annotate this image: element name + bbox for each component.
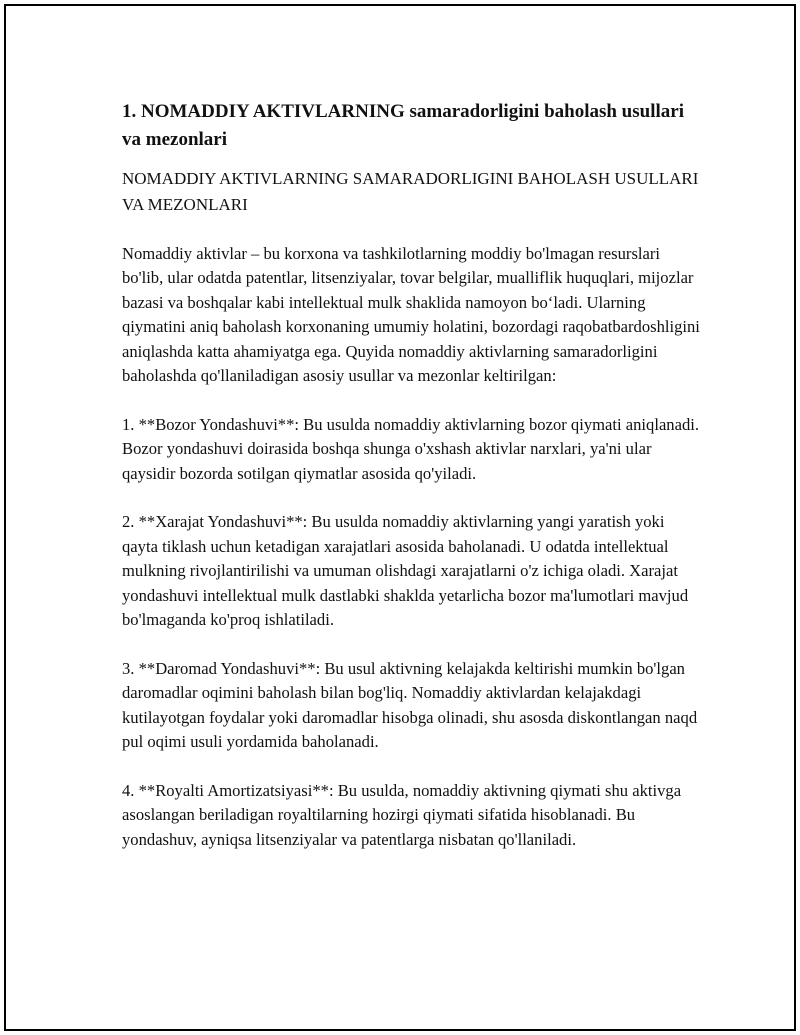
document-subtitle: NOMADDIY AKTIVLARNING SAMARADORLIGINI BAHOLASH USULLARI VA MEZONLARI (122, 169, 699, 214)
paragraph-market-approach: 1. **Bozor Yondashuvi**: Bu usulda nomaddiy aktivlarning bozor qiymati aniqlanadi. Bozor yondashuvi doirasida boshqa shunga o'xshash aktivlar narxlari, ya'ni ular qaysidir bozorda sotilgan qiymatlar asosida qo'yiladi. (122, 414, 700, 483)
document-title: 1. NOMADDIY AKTIVLARNING samaradorligini baholash usullari va mezonlari (122, 101, 684, 150)
paragraph-royalty-amortization: 4. **Royalti Amortizatsiyasi**: Bu usulda, nomaddiy aktivning qiymati shu aktivga asoslangan beriladigan royaltilarning hozirgi qiymati sifatida hisoblanadi. Bu yondashuv, ayniqsa litsenziyalar va patentlarga nisbatan qo'llaniladi. (122, 780, 682, 849)
document-body (122, 98, 702, 876)
intro-paragraph: Nomaddiy aktivlar – bu korxona va tashkilotlarning moddiy bo'lmagan resurslari bo'lib, ular odatda patentlar, litsenziyalar, tovar belgilar, mualliflik huquqlari, mijozlar bazasi va boshqalar kabi intellektual mulk shaklida namoyon bo‘ladi. Ularning qiymatini aniq baholash korxonaning umumiy holatini, bozordagi raqobatbardoshligini aniqlashda katta ahamiyatga ega. Quyida nomaddiy aktivlarning samaradorligini baholashda qo'llaniladigan asosiy usullar va mezonlar keltirilgan: (122, 244, 700, 386)
paragraph-income-approach: 3. **Daromad Yondashuvi**: Bu usul aktivning kelajakda keltirishi mumkin bo'lgan daromadlar oqimini baholash bilan bog'liq. Nomaddiy aktivlardan kelajakdagi kutilayotgan foydalar yoki daromadlar hisobga olinadi, shu asosda diskontlangan naqd pul oqimi usuli yordamida baholanadi. (122, 658, 698, 752)
paragraph-cost-approach: 2. **Xarajat Yondashuvi**: Bu usulda nomaddiy aktivlarning yangi yaratish yoki qayta tiklash uchun ketadigan xarajatlari asosida baholanadi. U odatda intellektual mulkning rivojlantirilishi va umuman olishdagi xarajatlarni o'z ichiga oladi. Xarajat yondashuvi intellektual mulk dastlabki shaklda yetarlicha bozor ma'lumotlari mavjud bo'lmaganda ko'proq ishlatiladi. (122, 512, 689, 630)
page-frame (4, 4, 796, 1031)
